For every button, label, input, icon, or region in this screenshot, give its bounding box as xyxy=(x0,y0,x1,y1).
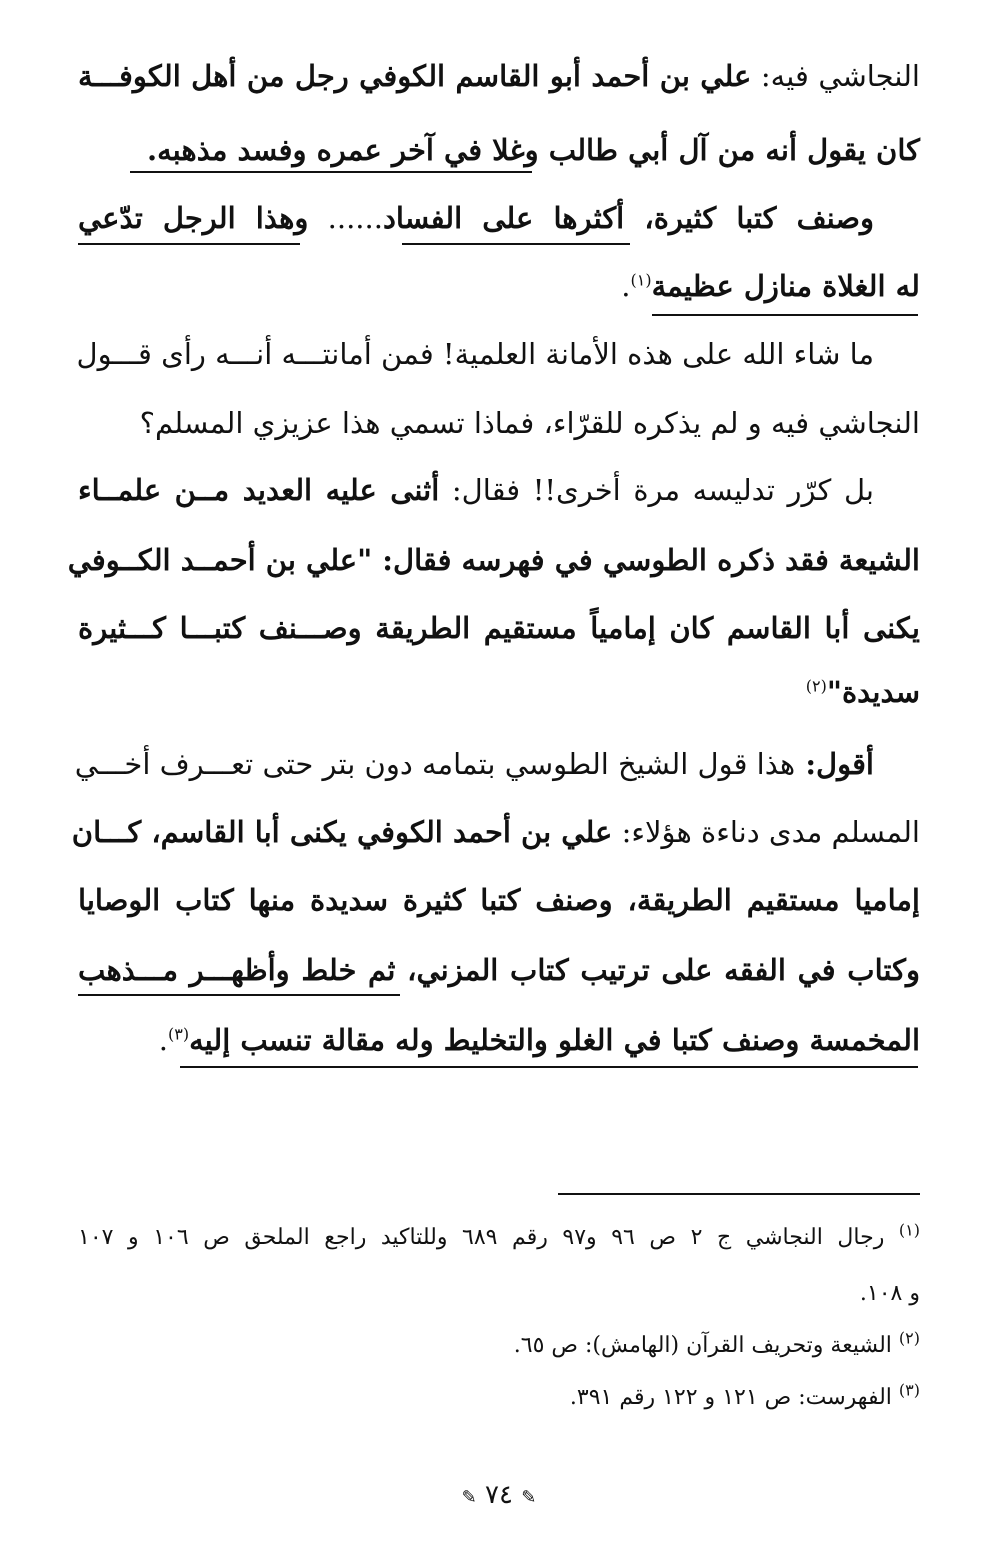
footnote-separator xyxy=(558,1193,920,1195)
body-line: وكتاب في الفقه على ترتيب كتاب المزني، ثم خلط وأظهـــر مـــذهب xyxy=(78,953,920,987)
body-line: سديدة"$^{(٢)}$ xyxy=(805,675,920,709)
body-line: بل كرّر تدليسه مرة أخرى!! فقال: أثنى عليه العديد مــن علمــاء xyxy=(78,473,874,507)
underline xyxy=(130,171,532,173)
underline xyxy=(180,1066,918,1068)
body-line: ما شاء الله على هذه الأمانة العلمية! فمن أمانتـــه أنـــه رأى قـــول xyxy=(76,337,874,371)
body-line: له الغلاة منازل عظيمة$^{(١)}$. xyxy=(621,269,920,303)
quill-ornament-icon: ✎ xyxy=(461,1487,477,1508)
body-line: المسلم مدى دناءة هؤلاء: علي بن أحمد الكوفي يكنى أبا القاسم، كـــان xyxy=(71,815,920,849)
body-line: النجاشي فيه و لم يذكره للقرّاء، فماذا تسمي هذا عزيزي المسلم؟ xyxy=(139,406,920,440)
body-line: المخمسة وصنف كتبا في الغلو والتخليط وله مقالة تنسب إليه$^{(٣)}$. xyxy=(158,1023,920,1057)
body-line: وصنف كتبا كثيرة، أكثرها على الفساد...... وهذا الرجل تدّعي xyxy=(78,201,874,235)
body-line: يكنى أبا القاسم كان إمامياً مستقيم الطريقة وصـــنف كتبـــا كـــثيرة xyxy=(78,611,920,645)
footnote-3: $^{(٣)}$ الفهرست: ص ١٢١ و ١٢٢ رقم ٣٩١. xyxy=(569,1380,920,1410)
body-line: أقول: هذا قول الشيخ الطوسي بتمامه دون بتر حتى تعـــرف أخـــي xyxy=(74,747,874,781)
body-line: النجاشي فيه: علي بن أحمد أبو القاسم الكوفي رجل من أهل الكوفـــة xyxy=(78,59,920,93)
body-line: إماميا مستقيم الطريقة، وصنف كتبا كثيرة سديدة منها كتاب الوصايا xyxy=(78,883,920,917)
footnote-2: $^{(٢)}$ الشيعة وتحريف القرآن (الهامش): ص ٦٥. xyxy=(513,1328,920,1358)
footnote-1: $^{(١)}$ رجال النجاشي ج ٢ ص ٩٦ و٩٧ رقم ٦٨٩ وللتاكيد راجع الملحق ص ١٠٦ و ١٠٧ xyxy=(78,1220,920,1250)
footnote-ref: (٣) xyxy=(168,1024,190,1044)
underline xyxy=(78,994,400,996)
quill-ornament-icon: ✎ xyxy=(521,1487,537,1508)
underline xyxy=(652,314,918,316)
page-number: ✎ ٧٤ ✎ xyxy=(461,1480,537,1510)
underline xyxy=(78,243,300,245)
footnote-1-continued: و ١٠٨. xyxy=(859,1281,920,1306)
body-line: الشيعة فقد ذكره الطوسي في فهرسه فقال: "علي بن أحمــد الكــوفي xyxy=(67,543,920,577)
underline xyxy=(402,243,630,245)
footnote-ref: (١) xyxy=(630,270,652,290)
body-line: كان يقول أنه من آل أبي طالب وغلا في آخر عمره وفسد مذهبه. xyxy=(147,133,920,167)
footnote-ref: (٢) xyxy=(805,676,827,696)
